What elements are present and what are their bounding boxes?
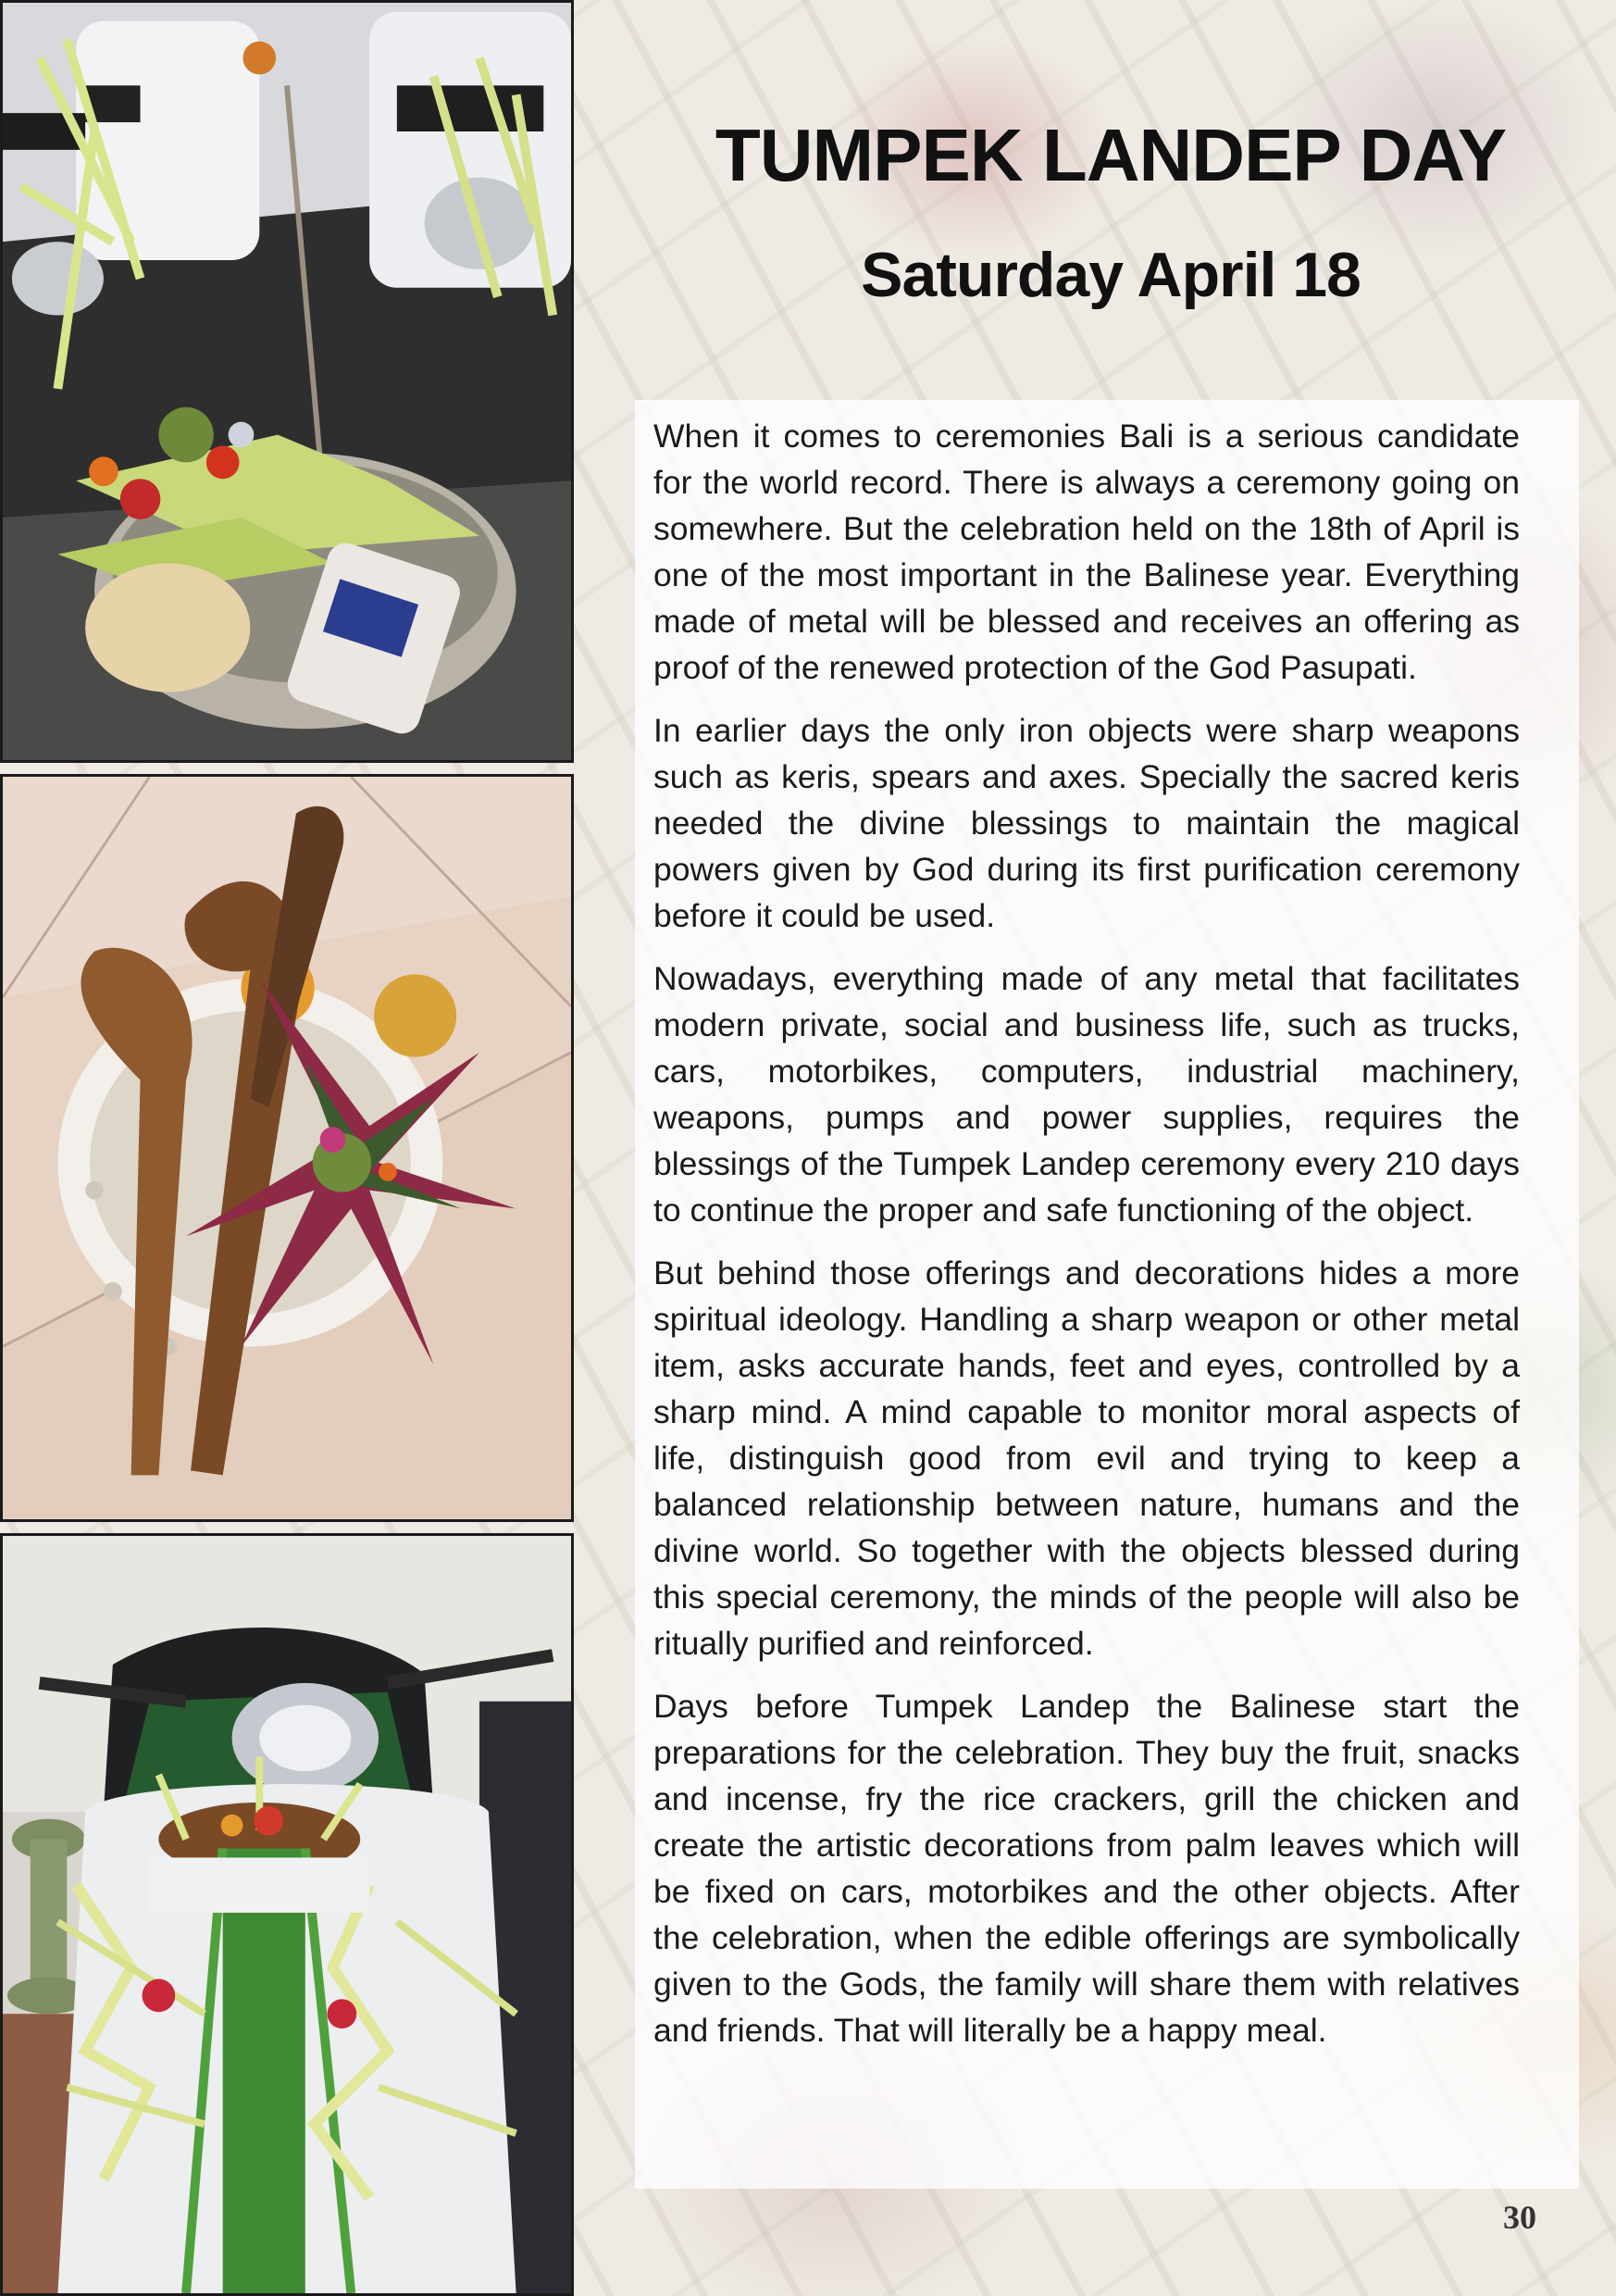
page-title: TUMPEK LANDEP DAY: [715, 114, 1507, 196]
event-date: Saturday April 18: [861, 240, 1361, 310]
paragraph: But behind those offerings and decorations hides a more spiritual ideology. Handling a sharp weapon or other metal item, asks accurate hands, feet and eyes, controlled by a sharp mind. A mind capable to monitor moral aspects of life, distinguish good from evil and trying to keep a balanced relationship between nature, humans and the divine world. So together with the objects blessed during this special ceremony, the minds of the people will also be ritually purified and reinforced.: [653, 1254, 1520, 1662]
page-number: 30: [1503, 2199, 1536, 2236]
photo-keris-offering: [0, 774, 574, 1522]
article-body: [653, 413, 1520, 2070]
paragraph: Nowadays, everything made of any metal that facilitates modern private, social and business life, such as trucks, cars, motorbikes, computers, industrial machinery, weapons, pumps and power supplies, requires the blessings of the Tumpek Landep ceremony every 210 days to continue the proper and safe functioning of the object.: [653, 960, 1520, 1229]
paragraph: In earlier days the only iron objects were sharp weapons such as keris, spears and axes. Specially the sacred keris needed the divine blessings to maintain the magical powers given by God during its first purification ceremony before it could be used.: [653, 712, 1520, 934]
paragraph: When it comes to ceremonies Bali is a serious candidate for the world record. There is always a ceremony going on somewhere. But the celebration held on the 18th of April is one of the most important in the Balinese year. Everything made of metal will be blessed and receives an offering as proof of the renewed protection of the God Pasupati.: [653, 418, 1520, 686]
photo-motorbike-offering-bowl: [0, 0, 574, 763]
photo-scooter-decorations: [0, 1533, 574, 2296]
paragraph: Days before Tumpek Landep the Balinese start the preparations for the celebration. They buy the fruit, snacks and incense, fry the rice crackers, grill the chicken and create the artistic decorations from palm leaves which will be fixed on cars, motorbikes and the other objects. After the celebration, when the edible offerings are symbolically given to the Gods, the family will share them with relatives and friends. That will literally be a happy meal.: [653, 1688, 1520, 2049]
